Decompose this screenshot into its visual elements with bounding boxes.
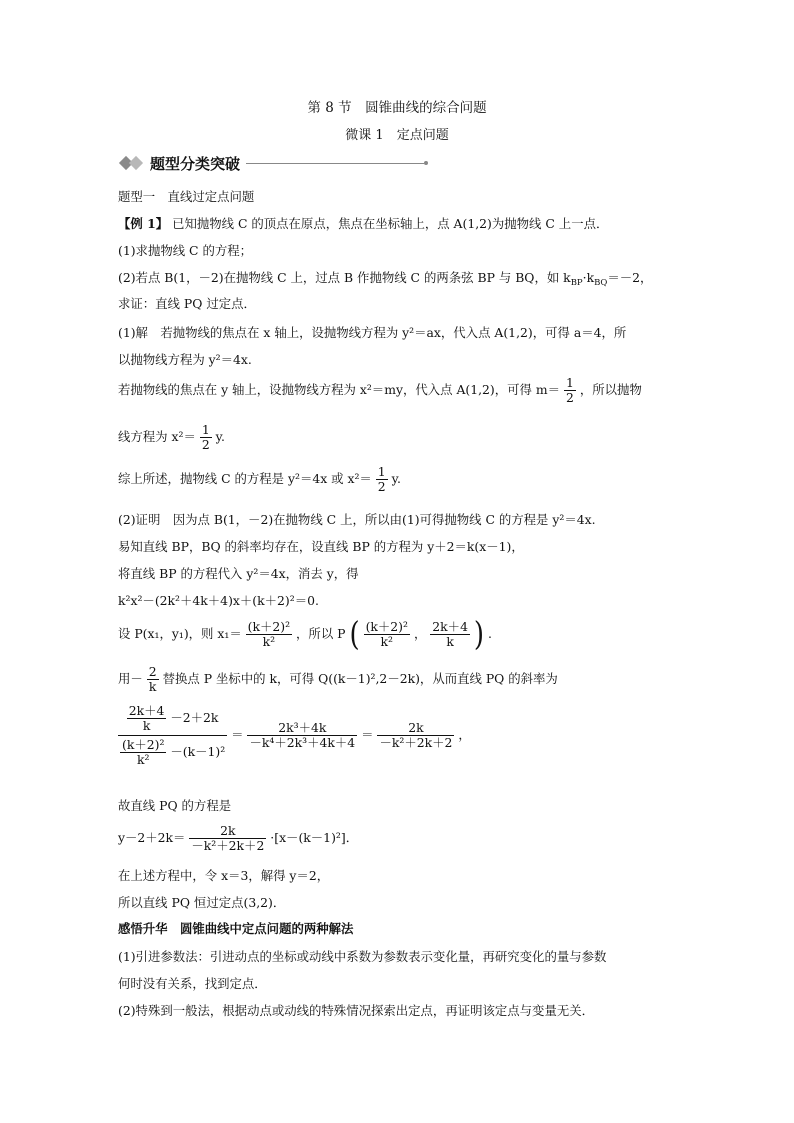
solution-2-line10: 在上述方程中，令 x＝3，解得 y＝2， — [118, 868, 330, 883]
solution-1-line2: 以抛物线方程为 y²＝4x. — [118, 352, 252, 367]
question-2-line1: (2)若点 B(1，－2)在抛物线 C 上，过点 B 作抛物线 C 的两条弦 BP 与 BQ，如 $k_{BP}\cdot k_{BQ}=-2$， — [118, 270, 653, 288]
solution-1-line1: (1)解 若抛物线的焦点在 x 轴上，设抛物线方程为 y²＝ax，代入点 A(1,2)，可得 a＝4，所 — [118, 325, 627, 340]
solution-2-line4: k²x²－(2k²＋4k＋4)x＋(k＋2)²＝0. — [118, 593, 319, 608]
solution-2-line2: 易知直线 BP，BQ 的斜率均存在，设直线 BP 的方程为 y＋2＝k(x－1)， — [118, 539, 524, 554]
example-label: 【例 1】 — [118, 216, 169, 231]
page-subtitle: 微课 1 定点问题 — [345, 128, 449, 143]
fraction-half: $\frac{1}{2}$ — [565, 375, 574, 405]
question-2-line2: 求证：直线 PQ 过定点． — [118, 296, 256, 311]
solution-2-line9: y－2＋2k＝ $\frac{2k}{\text{－k²＋2k＋2}}$ ·[x－(k－1)²]． — [118, 823, 359, 853]
slope-compound-fraction: $\frac{2k+4}{k}$ －2＋2k $\frac{\text{(k＋2)²}}{\text{k²}}$ －(k－1)² — [118, 704, 227, 767]
example-statement — [118, 214, 608, 232]
solution-2-line8: 故直线 PQ 的方程是 — [118, 798, 232, 813]
insight-1-line2: 何时没有关系，找到定点． — [118, 976, 267, 991]
diamond-icon — [118, 153, 148, 173]
fraction-half: $\frac{1}{2}$ — [201, 422, 210, 452]
solution-2-line5: 设 P(x₁，y₁)，则 x₁＝ $\frac{\text{(k＋2)²}}{\text{k²}}$ ，所以 P ( $\frac{\text{(k＋2)²}}{\text{k²}}$ ， $\frac{2k+4}{k}$ ) . — [118, 615, 492, 654]
solution-1-conclusion: 综上所述，抛物线 C 的方程是 y²＝4x 或 x²＝ $\frac{1}{2}$ y. — [118, 464, 401, 494]
type-heading: 题型一 直线过定点问题 — [118, 189, 255, 204]
solution-2-line3: 将直线 BP 的方程代入 y²＝4x，消去 y，得 — [118, 566, 359, 581]
solution-2-line11: 所以直线 PQ 恒过定点(3,2)． — [118, 895, 286, 910]
example-text: 已知抛物线 C 的顶点在原点，焦点在坐标轴上，点 A(1,2)为抛物线 C 上一点． — [172, 216, 609, 231]
page-title: 第 8 节 圆锥曲线的综合问题 — [307, 100, 487, 116]
slope-expression: $\frac{2k+4}{k}$ －2＋2k $\frac{\text{(k＋2)²}}{\text{k²}}$ －(k－1)² ＝ $\frac{\text{2k³＋4k}}{\text{－k⁴＋2k³＋4k＋4}}$ ＝ $\frac{2k}{\text{－k²＋2k＋2}}$ ， — [118, 704, 471, 767]
insight-2: (2)特殊到一般法，根据动点或动线的特殊情况探索出定点，再证明该定点与变量无关． — [118, 1003, 595, 1018]
fraction-half: $\frac{1}{2}$ — [377, 464, 386, 494]
solution-2-line1: (2)证明 因为点 B(1，－2)在抛物线 C 上，所以由(1)可得抛物线 C 的方程是 y²＝4x. — [118, 512, 596, 527]
banner-divider — [246, 163, 424, 164]
banner-label: 题型分类突破 — [150, 154, 241, 173]
insight-title: 感悟升华 圆锥曲线中定点问题的两种解法 — [118, 921, 354, 936]
banner-dot — [424, 161, 428, 165]
solution-2-line6: 用－ $\frac{2}{k}$ 替换点 P 坐标中的 k，可得 Q((k－1)²,2－2k)，从而直线 PQ 的斜率为 — [118, 664, 558, 694]
insight-1-line1: (1)引进参数法：引进动点的坐标或动线中系数为参数表示变化量，再研究变化的量与参数 — [118, 949, 607, 964]
solution-1-line4: 线方程为 x²＝ $\frac{1}{2}$ y. — [118, 422, 225, 452]
solution-1-line3: 若抛物线的焦点在 y 轴上，设抛物线方程为 x²＝my，代入点 A(1,2)，可得 m＝ $\frac{1}{2}$ ，所以抛物 — [118, 375, 642, 405]
question-1: (1)求抛物线 C 的方程； — [118, 243, 253, 258]
section-banner — [118, 152, 428, 174]
